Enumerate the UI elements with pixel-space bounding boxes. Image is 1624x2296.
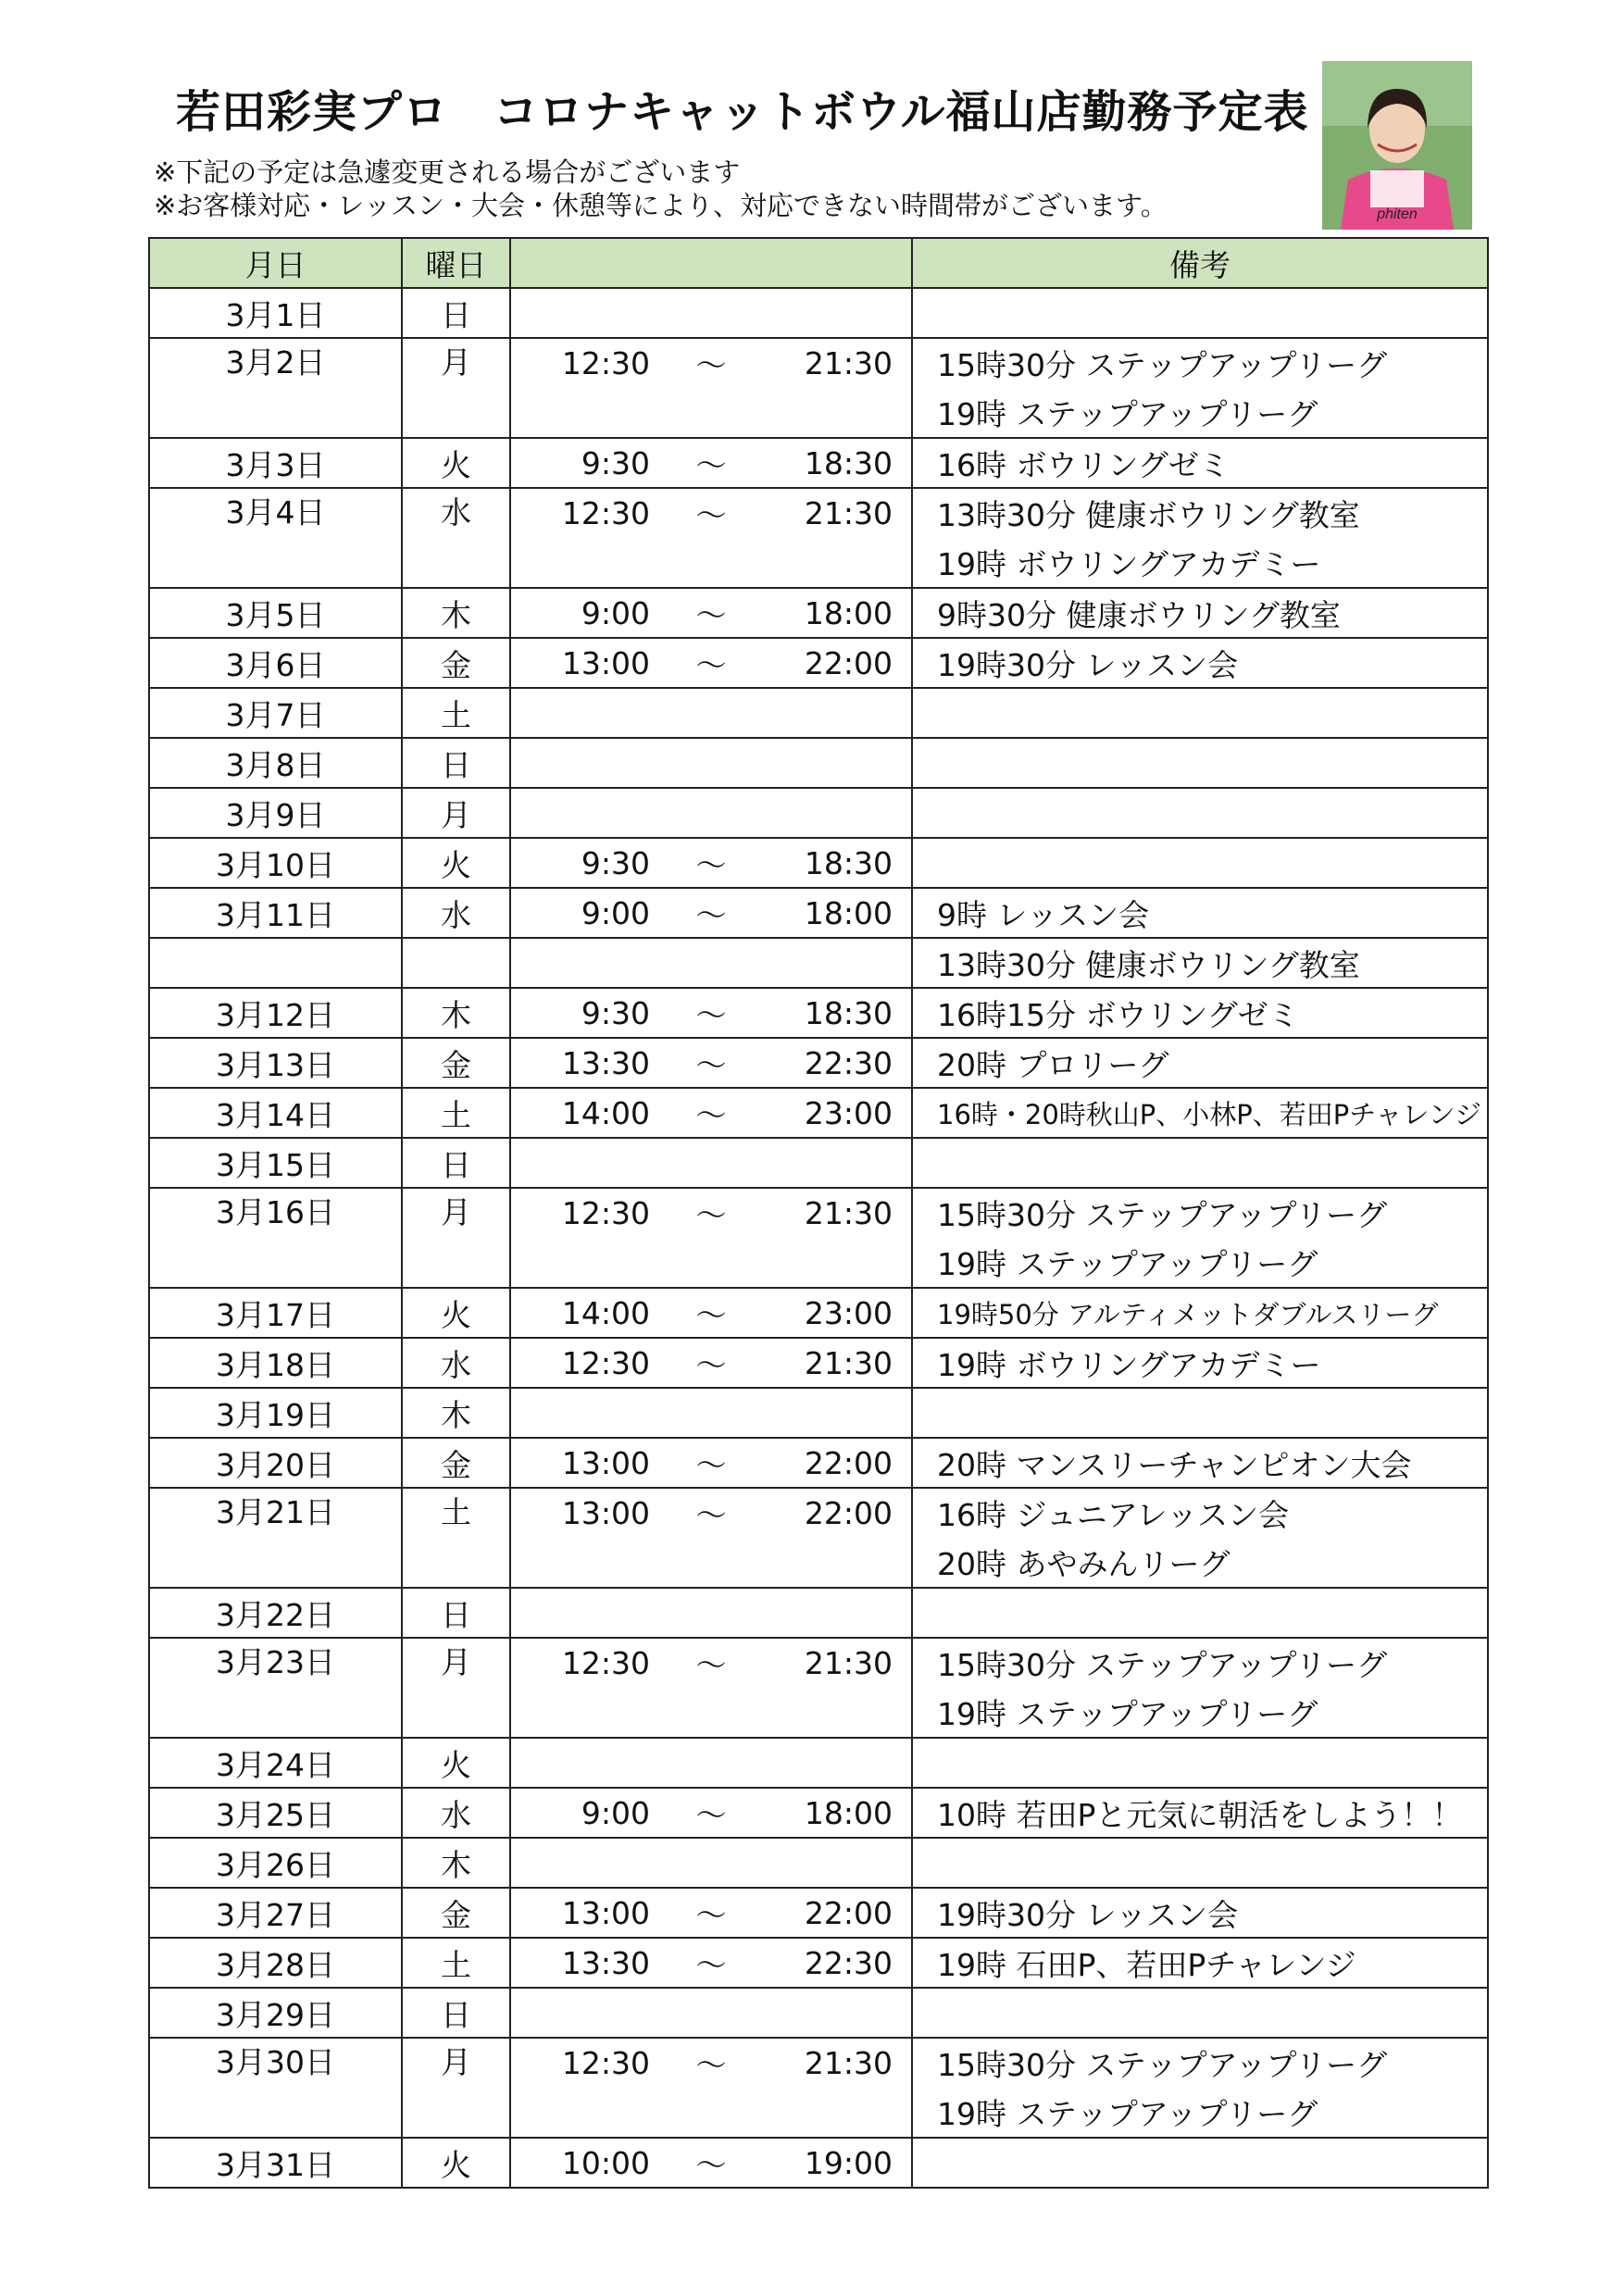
cell-remarks: 19時50分 アルティメットダブルスリーグ [912,1288,1488,1338]
table-row [149,838,1488,888]
cell-remarks [912,1588,1488,1638]
end-time: 21:30 [804,1644,893,1681]
start-time: 9:30 [581,994,650,1031]
start-time: 13:00 [561,1494,650,1531]
cell-date: 3月25日 [149,1788,402,1838]
phiten-logo-text: phiten [1377,206,1418,222]
time-separator: ～ [695,1896,727,1933]
end-time: 21:30 [804,1194,893,1231]
cell-date: 3月20日 [149,1438,402,1488]
cell-hours [510,888,912,938]
cell-weekday: 火 [402,438,510,488]
cell-remarks: 9時30分 健康ボウリング教室 [912,588,1488,638]
end-time: 18:00 [804,1794,893,1831]
table-row [149,1938,1488,1988]
cell-weekday: 木 [402,988,510,1038]
table-row [149,2138,1488,2188]
start-time: 13:30 [561,1044,650,1081]
cell-weekday: 金 [402,1438,510,1488]
table-row [149,1838,1488,1888]
cell-date: 3月15日 [149,1138,402,1188]
cell-hours [510,1288,912,1338]
cell-weekday: 水 [402,1338,510,1388]
cell-weekday: 土 [402,1938,510,1988]
cell-date: 3月27日 [149,1888,402,1938]
start-time: 13:00 [561,644,650,681]
cell-date: 3月4日 [149,488,402,588]
end-time: 22:30 [804,1944,893,1981]
time-separator: ～ [695,1346,727,1383]
cell-hours [510,638,912,688]
table-row [149,888,1488,938]
cell-date: 3月22日 [149,1588,402,1638]
table-row [149,1338,1488,1388]
cell-date: 3月8日 [149,738,402,788]
cell-weekday: 木 [402,588,510,638]
cell-weekday: 土 [402,1488,510,1588]
cell-remarks: 13時30分 健康ボウリング教室 [912,938,1488,988]
cell-remarks [912,288,1488,338]
cell-remarks: 20時 プロリーグ [912,1038,1488,1088]
start-time: 9:00 [581,594,650,631]
cell-weekday: 金 [402,638,510,688]
cell-date [149,938,402,988]
cell-weekday: 日 [402,1588,510,1638]
cell-date: 3月5日 [149,588,402,638]
start-time: 9:30 [581,444,650,481]
cell-hours [510,288,912,338]
table-row [149,988,1488,1038]
cell-hours [510,838,912,888]
cell-hours [510,338,912,438]
cell-date: 3月26日 [149,1838,402,1888]
cell-remarks: 20時 マンスリーチャンピオン大会 [912,1438,1488,1488]
cell-hours [510,1088,912,1138]
cell-hours [510,988,912,1038]
table-row [149,1188,1488,1238]
time-separator: ～ [695,496,727,533]
cell-date: 3月3日 [149,438,402,488]
cell-date: 3月1日 [149,288,402,338]
table-row [149,588,1488,638]
note-line: ※下記の予定は急遽変更される場合がございます [154,156,741,188]
table-row [149,1988,1488,2038]
time-separator: ～ [695,2046,727,2083]
cell-hours [510,1838,912,1888]
header-time [510,238,912,288]
cell-remarks: 15時30分 ステップアップリーグ [912,338,1488,388]
table-row [149,1138,1488,1188]
end-time: 22:00 [804,1494,893,1531]
cell-remarks: 19時 ボウリングアカデミー [912,1338,1488,1388]
cell-hours [510,938,912,988]
start-time: 12:30 [561,344,650,381]
time-separator: ～ [695,646,727,683]
end-time: 23:00 [804,1294,893,1331]
cell-weekday: 火 [402,1288,510,1338]
start-time: 12:30 [561,2044,650,2081]
cell-hours [510,2038,912,2138]
cell-weekday: 火 [402,2138,510,2188]
time-separator: ～ [695,896,727,933]
start-time: 14:00 [561,1094,650,1131]
header-date: 月日 [149,238,402,288]
table-row [149,788,1488,838]
cell-date: 3月13日 [149,1038,402,1088]
end-time: 21:30 [804,494,893,531]
cell-remarks: 16時 ジュニアレッスン会 [912,1488,1488,1538]
time-separator: ～ [695,1046,727,1083]
cell-remarks: 16時15分 ボウリングゼミ [912,988,1488,1038]
cell-weekday: 月 [402,1638,510,1738]
cell-remarks [912,1738,1488,1788]
start-time: 10:00 [561,2144,650,2181]
cell-remarks: 10時 若田Pと元気に朝活をしよう！！ [912,1788,1488,1838]
end-time: 18:30 [804,844,893,881]
cell-remarks [912,688,1488,738]
cell-remarks: 9時 レッスン会 [912,888,1488,938]
start-time: 12:30 [561,1644,650,1681]
end-time: 21:30 [804,1344,893,1381]
cell-remarks: 15時30分 ステップアップリーグ [912,1638,1488,1688]
cell-remarks: 19時 石田P、若田Pチャレンジ [912,1938,1488,1988]
cell-remarks: 15時30分 ステップアップリーグ [912,2038,1488,2088]
table-row [149,488,1488,538]
time-separator: ～ [695,1496,727,1533]
cell-remarks [912,738,1488,788]
cell-remarks: 15時30分 ステップアップリーグ [912,1188,1488,1238]
cell-hours [510,1038,912,1088]
table-row [149,1738,1488,1788]
cell-hours [510,788,912,838]
table-row [149,1088,1488,1138]
time-separator: ～ [695,346,727,383]
table-row [149,2038,1488,2088]
cell-remarks: 16時・20時秋山P、小林P、若田Pチャレンジ [912,1088,1488,1138]
cell-remarks [912,1388,1488,1438]
cell-hours [510,1388,912,1438]
cell-remarks: 16時 ボウリングゼミ [912,438,1488,488]
cell-date: 3月11日 [149,888,402,938]
time-separator: ～ [695,2146,727,2183]
table-row [149,1788,1488,1838]
table-row [149,1438,1488,1488]
cell-date: 3月23日 [149,1638,402,1738]
header-day: 曜日 [402,238,510,288]
cell-remarks [912,1138,1488,1188]
cell-date: 3月14日 [149,1088,402,1138]
cell-hours [510,1138,912,1188]
cell-remarks: 13時30分 健康ボウリング教室 [912,488,1488,538]
cell-weekday: 月 [402,1188,510,1288]
cell-weekday: 日 [402,1138,510,1188]
cell-weekday: 土 [402,1088,510,1138]
cell-hours [510,688,912,738]
cell-weekday [402,938,510,988]
cell-hours [510,588,912,638]
cell-hours [510,1488,912,1588]
cell-hours [510,1888,912,1938]
cell-weekday: 金 [402,1038,510,1088]
header-remarks: 備考 [912,238,1488,288]
cell-remarks: 19時30分 レッスン会 [912,638,1488,688]
cell-remarks: 19時 ステップアップリーグ [912,1688,1488,1738]
time-separator: ～ [695,1296,727,1333]
cell-date: 3月21日 [149,1488,402,1588]
schedule-body [149,288,1488,2188]
schedule-table [148,237,1489,2189]
table-row [149,688,1488,738]
cell-remarks: 19時 ステップアップリーグ [912,2088,1488,2138]
cell-weekday: 木 [402,1838,510,1888]
end-time: 19:00 [804,2144,893,2181]
cell-hours [510,1938,912,1988]
cell-hours [510,488,912,588]
end-time: 21:30 [804,344,893,381]
cell-weekday: 木 [402,1388,510,1438]
page-title: 若田彩実プロ コロナキャットボウル福山店勤務予定表 [176,86,1309,138]
cell-date: 3月10日 [149,838,402,888]
cell-remarks: 20時 あやみんリーグ [912,1538,1488,1588]
cell-date: 3月28日 [149,1938,402,1988]
cell-date: 3月19日 [149,1388,402,1438]
table-row [149,1038,1488,1088]
cell-hours [510,1738,912,1788]
cell-date: 3月6日 [149,638,402,688]
cell-weekday: 水 [402,1788,510,1838]
cell-hours [510,1988,912,2038]
end-time: 18:00 [804,894,893,931]
cell-hours [510,738,912,788]
cell-date: 3月24日 [149,1738,402,1788]
start-time: 13:00 [561,1444,650,1481]
start-time: 13:30 [561,1944,650,1981]
start-time: 14:00 [561,1294,650,1331]
cell-remarks: 19時30分 レッスン会 [912,1888,1488,1938]
time-separator: ～ [695,846,727,883]
cell-weekday: 日 [402,288,510,338]
cell-weekday: 火 [402,838,510,888]
start-time: 9:30 [581,844,650,881]
table-row [149,938,1488,988]
time-separator: ～ [695,1796,727,1833]
cell-remarks: 19時 ステップアップリーグ [912,388,1488,438]
table-header-row [149,238,1488,288]
cell-date: 3月30日 [149,2038,402,2138]
cell-date: 3月16日 [149,1188,402,1288]
cell-weekday: 月 [402,788,510,838]
end-time: 18:30 [804,994,893,1031]
end-time: 22:00 [804,1894,893,1931]
cell-date: 3月9日 [149,788,402,838]
start-time: 13:00 [561,1894,650,1931]
cell-weekday: 日 [402,738,510,788]
cell-remarks [912,1988,1488,2038]
note-line: ※お客様対応・レッスン・大会・休憩等により、対応できない時間帯がございます。 [154,190,1168,221]
table-row [149,1588,1488,1638]
table-row [149,438,1488,488]
time-separator: ～ [695,1096,727,1133]
table-row [149,738,1488,788]
time-separator: ～ [695,1946,727,1983]
cell-date: 3月29日 [149,1988,402,2038]
time-separator: ～ [695,996,727,1033]
cell-remarks: 19時 ボウリングアカデミー [912,538,1488,588]
end-time: 21:30 [804,2044,893,2081]
cell-date: 3月2日 [149,338,402,438]
cell-date: 3月7日 [149,688,402,738]
cell-weekday: 月 [402,2038,510,2138]
notes [154,156,1168,222]
cell-weekday: 月 [402,338,510,438]
cell-date: 3月31日 [149,2138,402,2188]
end-time: 22:00 [804,644,893,681]
cell-date: 3月17日 [149,1288,402,1338]
end-time: 22:00 [804,1444,893,1481]
table-row [149,1888,1488,1938]
start-time: 12:30 [561,1344,650,1381]
time-separator: ～ [695,446,727,483]
end-time: 18:30 [804,444,893,481]
portrait-photo [1322,61,1472,230]
cell-hours [510,1188,912,1288]
cell-hours [510,438,912,488]
table-row [149,1638,1488,1688]
cell-date: 3月12日 [149,988,402,1038]
table-row [149,638,1488,688]
cell-weekday: 日 [402,1988,510,2038]
cell-hours [510,2138,912,2188]
end-time: 22:30 [804,1044,893,1081]
cell-weekday: 火 [402,1738,510,1788]
cell-remarks [912,2138,1488,2188]
cell-weekday: 金 [402,1888,510,1938]
time-separator: ～ [695,1196,727,1233]
cell-weekday: 水 [402,888,510,938]
cell-hours [510,1788,912,1838]
start-time: 9:00 [581,1794,650,1831]
cell-hours [510,1638,912,1738]
cell-remarks: 19時 ステップアップリーグ [912,1238,1488,1288]
cell-weekday: 土 [402,688,510,738]
cell-hours [510,1588,912,1638]
cell-date: 3月18日 [149,1338,402,1388]
cell-remarks [912,838,1488,888]
cell-hours [510,1438,912,1488]
time-separator: ～ [695,1446,727,1483]
start-time: 12:30 [561,494,650,531]
table-row [149,1388,1488,1438]
time-separator: ～ [695,596,727,633]
start-time: 12:30 [561,1194,650,1231]
table-row [149,1488,1488,1538]
end-time: 18:00 [804,594,893,631]
cell-hours [510,1338,912,1388]
table-row [149,338,1488,388]
end-time: 23:00 [804,1094,893,1131]
cell-weekday: 水 [402,488,510,588]
table-row [149,288,1488,338]
cell-remarks [912,788,1488,838]
table-row [149,1288,1488,1338]
time-separator: ～ [695,1646,727,1683]
cell-remarks [912,1838,1488,1888]
start-time: 9:00 [581,894,650,931]
